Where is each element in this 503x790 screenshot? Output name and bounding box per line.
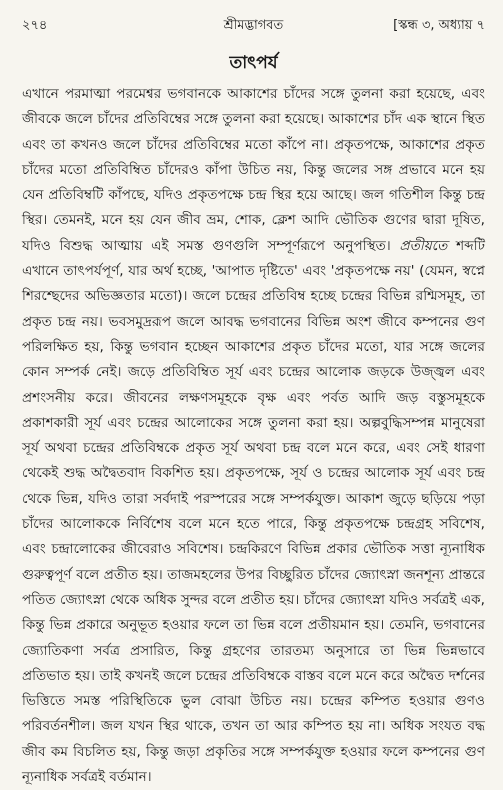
purport-text-part1: এখানে পরমাত্মা পরমেশ্বর ভগবানকে আকাশের চাঁদের সঙ্গে তুলনা করা হয়েছে, এবং জীবকে জলে চাঁদের প্রতিবিম্বের সঙ্গে তুলনা করা হয়েছে। আকাশের চাঁদ এক স্থানে স্থিত এবং তা কখনও জলে চাঁদের প্রতিবিম্বের মতো কাঁপে না। প্রকৃতপক্ষে, আকাশের প্রকৃত চাঁদের মতো প্রতিবিম্বিত চাঁদেরও কাঁপা উচিত নয়, কিন্তু জলের সঙ্গ প্রভাবে মনে হয় যেন প্রতিবিম্বটি কাঁপছে, যদিও প্রকৃতপক্ষে চন্দ্র স্থির হয়ে আছে। জল গতিশীল কিন্তু চন্দ্র স্থির। তেমনই, মনে হয় যেন জীব ভ্রম, শোক, ক্লেশ আদি ভৌতিক গুণের দ্বারা দূষিত, যদিও বিশুদ্ধ আত্মায় এই সমস্ত গুণগুলি সম্পূর্ণরূপে অনুপস্থিত। — [22, 86, 485, 254]
purport-paragraph — [22, 82, 485, 790]
purport-body — [22, 82, 485, 790]
book-title: শ্রীমদ্ভাগবত — [223, 18, 284, 33]
section-title: তাৎপর্য — [229, 53, 278, 73]
sanskrit-term: প্রতীয়তে — [399, 237, 448, 254]
purport-text-part2: শব্দটি এখানে তাৎপর্যপূর্ণ, যার অর্থ হচ্ছে, 'আপাত দৃষ্টিতে' এবং 'প্রকৃতপক্ষে নয়' (যেমন, স্বপ্নে শিরশ্ছেদের অভিজ্ঞতার মতো)। জলে চন্দ্রের প্রতিবিম্ব হচ্ছে চন্দ্রের বিভিন্ন রশ্মিসমূহ, তা প্রকৃত চন্দ্র নয়। ভবসমুদ্ররূপ জলে আবদ্ধ ভগবানের বিভিন্ন অংশ জীবে কম্পনের গুণ পরিলক্ষিত হয়, কিন্তু ভগবান হচ্ছেন আকাশের প্রকৃত চাঁদের মতো, যার সঙ্গে জলের কোন সম্পর্ক নেই। জড়ে প্রতিবিম্বিত সূর্য এবং চন্দ্রের আলোক জড়কে উজ্জ্বল এবং প্রশংসনীয় করে। জীবনের লক্ষণসমূহকে বৃক্ষ এবং পর্বত আদি জড় বস্তুসমূহকে প্রকাশকারী সূর্য এবং চন্দ্রের আলোকের সঙ্গে তুলনা করা হয়। অল্পবুদ্ধিসম্পন্ন মানুষেরা সূর্য অথবা চন্দ্রের প্রতিবিম্বকে প্রকৃত সূর্য অথবা চন্দ্র বলে মনে করে, এবং সেই ধারণা থেকেই শুদ্ধ অদ্বৈতবাদ বিকশিত হয়। প্রকৃতপক্ষে, সূর্য ও চন্দ্রের আলোক সূর্য এবং চন্দ্র থেকে ভিন্ন, যদিও তারা সর্বদাই পরস্পরের সঙ্গে সম্পর্কযুক্ত। আকাশ জুড়ে ছড়িয়ে পড়া চাঁদের আলোককে নির্বিশেষ বলে মনে হতে পারে, কিন্তু প্রকৃতপক্ষে চন্দ্রগ্রহ সবিশেষ, এবং চন্দ্রালোকের জীবেরাও সবিশেষ। চন্দ্রকিরণে বিভিন্ন প্রকার ভৌতিক সত্তা ন্যূনাধিক গুরুত্বপূর্ণ বলে প্রতীত হয়। তাজমহলের উপর বিচ্ছুরিত চাঁদের জ্যোৎস্না জনশূন্য প্রান্তরে পতিত জ্যোৎস্না থেকে অধিক সুন্দর বলে প্রতীত হয়। চাঁদের জ্যোৎস্না যদিও সর্বত্রই এক, কিন্তু ভিন্ন প্রকারে অনুভূত হওয়ার ফলে তা ভিন্ন বলে প্রতীয়মান হয়। তেমনি, ভগবানের জ্যোতিকণা সর্বত্র প্রসারিত, কিন্তু গ্রহণের তারতম্য অনুসারে তা ভিন্ন ভিন্নভাবে প্রতিভাত হয়। তাই কখনই জলে চন্দ্রের প্রতিবিম্বকে বাস্তব বলে মনে করে অদ্বৈত দর্শনের ভিত্তিতে সমস্ত পরিস্থিতিকে ভুল বোঝা উচিত নয়। চন্দ্রের কম্পিত হওয়ার গুণও পরিবর্তনশীল। জল যখন স্থির থাকে, তখন তা আর কম্পিত হয় না। অধিক সংযত বদ্ধ জীব কম বিচলিত হয়, কিন্তু জড়া প্রকৃতির সঙ্গে সম্পর্কযুক্ত হওয়ার ফলে কম্পনের গুণ ন্যূনাধিক সর্বত্রই বর্তমান। — [22, 237, 485, 786]
chapter-reference: [স্কন্ধ ৩, অধ্যায় ৭ — [393, 18, 485, 33]
running-header — [22, 14, 485, 36]
page-number: ২৭৪ — [22, 18, 48, 33]
